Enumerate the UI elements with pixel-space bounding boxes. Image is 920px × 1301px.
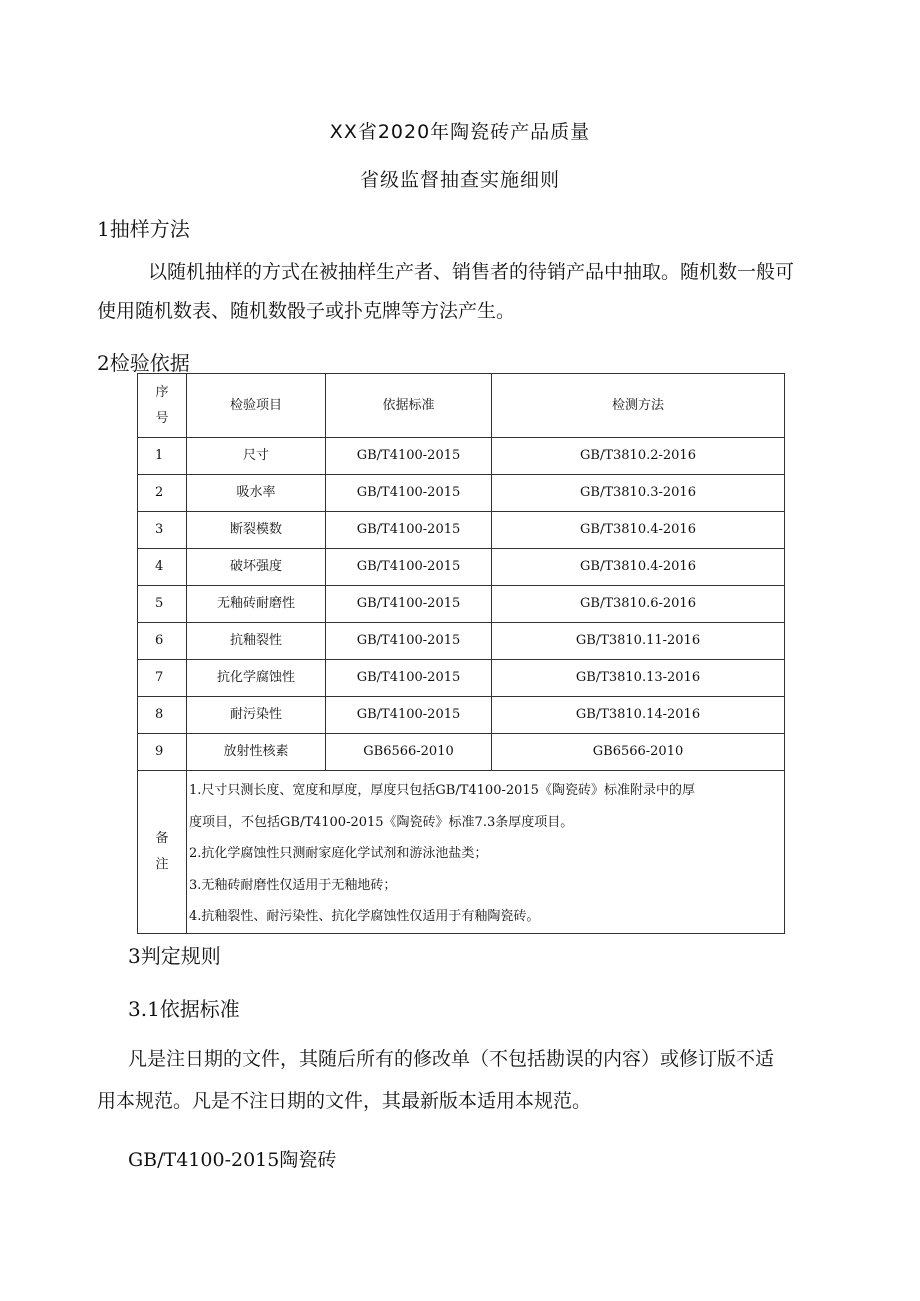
row-item: 吸水率 <box>187 475 326 512</box>
notes-label-top: 备 <box>155 830 169 846</box>
standard-reference: GB/T4100-2015陶瓷砖 <box>128 1149 337 1171</box>
section3-heading: 3判定规则 <box>128 944 221 968</box>
row-no: 1 <box>138 438 187 475</box>
row-no: 8 <box>138 697 187 734</box>
notes-label-bottom: 注 <box>155 856 169 872</box>
row-no: 6 <box>138 623 187 660</box>
row-no: 9 <box>138 734 187 771</box>
row-no: 5 <box>138 586 187 623</box>
row-standard: GB/T4100-2015 <box>326 586 492 623</box>
notes-row <box>138 771 785 934</box>
row-method: GB/T3810.11-2016 <box>492 623 785 660</box>
section2-heading: 2检验依据 <box>97 351 190 375</box>
note-line: 3.无釉砖耐磨性仅适用于无釉地砖； <box>189 877 397 893</box>
note-line: 度项目，不包括GB/T4100-2015《陶瓷砖》标准7.3条厚度项目。 <box>189 814 574 830</box>
row-standard: GB/T4100-2015 <box>326 438 492 475</box>
row-method: GB6566-2010 <box>492 734 785 771</box>
section1-paragraph-line2: 使用随机数表、随机数骰子或扑克牌等方法产生。 <box>97 300 516 322</box>
row-standard: GB6566-2010 <box>326 734 492 771</box>
row-method: GB/T3810.6-2016 <box>492 586 785 623</box>
header-item: 检验项目 <box>187 374 326 438</box>
inspection-table <box>137 373 785 934</box>
document-title-line1: XX省2020年陶瓷砖产品质量 <box>329 121 591 143</box>
notes-label <box>138 771 187 934</box>
section3-paragraph-line2: 用本规范。凡是不注日期的文件，其最新版本适用本规范。 <box>97 1090 592 1112</box>
row-item: 破坏强度 <box>187 549 326 586</box>
row-item: 断裂模数 <box>187 512 326 549</box>
table-row <box>138 586 785 623</box>
row-standard: GB/T4100-2015 <box>326 549 492 586</box>
header-method: 检测方法 <box>492 374 785 438</box>
section3-paragraph-line1: 凡是注日期的文件，其随后所有的修改单（不包括勘误的内容）或修订版不适 <box>128 1048 775 1070</box>
note-line: 2.抗化学腐蚀性只测耐家庭化学试剂和游泳池盐类； <box>189 846 488 861</box>
row-standard: GB/T4100-2015 <box>326 512 492 549</box>
row-method: GB/T3810.2-2016 <box>492 438 785 475</box>
header-no <box>138 374 187 438</box>
header-no-bottom: 号 <box>155 410 169 426</box>
row-no: 2 <box>138 475 187 512</box>
table-row <box>138 697 785 734</box>
row-standard: GB/T4100-2015 <box>326 660 492 697</box>
section3-1-heading: 3.1依据标准 <box>128 997 240 1021</box>
table-row <box>138 734 785 771</box>
table-row <box>138 475 785 512</box>
row-item: 耐污染性 <box>187 697 326 734</box>
row-item: 抗釉裂性 <box>187 623 326 660</box>
header-standard: 依据标准 <box>326 374 492 438</box>
section1-heading: 1抽样方法 <box>97 217 190 241</box>
table-row <box>138 623 785 660</box>
table-row <box>138 660 785 697</box>
row-method: GB/T3810.4-2016 <box>492 549 785 586</box>
row-standard: GB/T4100-2015 <box>326 623 492 660</box>
row-method: GB/T3810.13-2016 <box>492 660 785 697</box>
row-method: GB/T3810.4-2016 <box>492 512 785 549</box>
row-item: 无釉砖耐磨性 <box>187 586 326 623</box>
row-method: GB/T3810.3-2016 <box>492 475 785 512</box>
table-row <box>138 512 785 549</box>
table-row <box>138 549 785 586</box>
header-no-top: 序 <box>155 384 169 400</box>
row-item: 抗化学腐蚀性 <box>187 660 326 697</box>
row-method: GB/T3810.14-2016 <box>492 697 785 734</box>
row-item: 尺寸 <box>187 438 326 475</box>
note-line: 1.尺寸只测长度、宽度和厚度，厚度只包括GB/T4100-2015《陶瓷砖》标准附录中的厚 <box>189 783 695 798</box>
row-standard: GB/T4100-2015 <box>326 475 492 512</box>
row-no: 7 <box>138 660 187 697</box>
notes-content <box>187 771 785 934</box>
table-header-row <box>138 374 785 438</box>
document-title-line2: 省级监督抽查实施细则 <box>359 169 560 191</box>
row-standard: GB/T4100-2015 <box>326 697 492 734</box>
row-no: 3 <box>138 512 187 549</box>
section1-paragraph-line1: 以随机抽样的方式在被抽样生产者、销售者的待销产品中抽取。随机数一般可 <box>148 261 795 283</box>
note-line: 4.抗釉裂性、耐污染性、抗化学腐蚀性仅适用于有釉陶瓷砖。 <box>189 909 540 924</box>
table-row <box>138 438 785 475</box>
row-no: 4 <box>138 549 187 586</box>
row-item: 放射性核素 <box>187 734 326 771</box>
